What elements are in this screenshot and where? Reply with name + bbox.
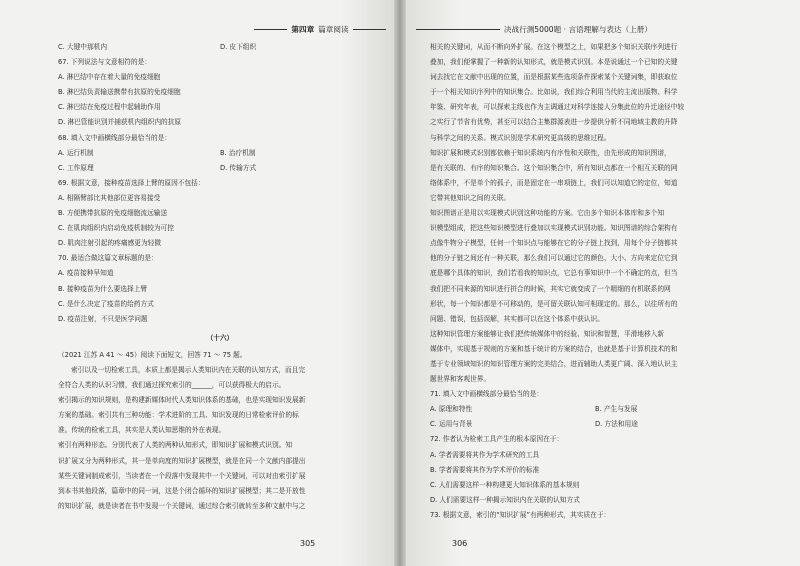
passage-line: 到本书其他段落，篇章中的同一词，这是个闭合循环的知识扩展模型；其二是开放性 [58,486,306,495]
q71-option-row [430,402,760,417]
question-71-stem: 71. 填入文中画横线部分最恰当的是： [430,390,544,399]
passage-line: 方案的基础。索引共有三种功能：学术进阶的工具、知识发现的日常检索评价的标 [58,411,299,420]
passage-line: 识模型组成，把这些知识模型进行叠加以实现模式识别功能。知识图谱的综合架构有 [430,224,678,233]
q71-option-d: D. 方法和用途 [595,420,638,429]
option: D. 皮下组织 [220,43,257,51]
passage-line: 年鉴、研究年表，可以探索主线也作为主调通过对科学连接人分集此位的升迁途径中较 [430,103,685,112]
passage-line: 它带其他知识之间的关联。 [430,193,511,202]
q67-option-a: A. 淋巴结中存在着大量的免疫细胞 [58,73,161,82]
q69-option-a: A. 相隔臂部比其他部位更容易接受 [58,193,161,202]
q68-option-row [58,161,382,176]
passage-line: 于一个相关知识序列中的知识集合。比如说，我们综合利用当代的主流出版物、科学 [430,88,678,97]
passage-line: 识扩展又分为两种形式，其一是单向度的知识扩展模型，就是在同一个文献内部提出 [58,456,306,465]
q72-option-b: B. 学者需要将其作为学术评价的标准 [430,465,540,474]
passage-line: 我们把不同来源的知识进行拼合的时候，其实它就变成了一个精细的有机联系的网 [430,284,671,293]
q72-option-a: A. 学者需要将其作为学术研究的工具 [430,450,540,459]
q68-option-d: D. 传输方式 [220,163,257,172]
q67-option-c: C. 淋巴结在免疫过程中起辅助作用 [58,103,161,112]
option-row [58,40,382,55]
passage-line: 的知识扩展，就是读者在书中发现一个关键词，通过综合索引就转至多种文献中与之 [58,501,306,510]
passage-line: 知识扩展和模式识别都依赖于知识系统内有序性和关联性，由先形成的知识图谱， [430,148,671,157]
passage-line: 词去找它在文献中出现的位置，而是根据某些选项条件探索某个关键词集，即获取位 [430,73,678,82]
question-70-stem: 70. 最适合做这篇文章标题的是： [58,254,158,263]
passage-line: 索引有两种形态。分别代表了人类的两种认知形式，即知识扩展和模式识别。知 [58,441,293,450]
passage-line: 问题、错误，包括误解，其实都可以在这个体系中获认识。 [430,314,604,323]
chapter-title: 篇章阅读 [318,24,349,34]
q71-option-row [430,417,760,432]
right-page-content [430,40,760,523]
passage-line: 他的分子链之间还有一种关联，那么我们可以通过它的颜色、大小、方向来定位它到 [430,254,678,263]
question-67-stem: 67. 下列说法与文意相符的是： [58,58,152,67]
question-68-stem: 68. 填入文中画横线部分最恰当的是： [58,133,172,142]
q68-option-a: A. 运行机制 [58,148,94,157]
passage-line: 点像牛物分子模型，任何一个知识点与能够在它的分子链上找到，用每个分子链都其 [430,239,678,248]
chapter-label: 第四章 [291,24,315,34]
q71-option-b: B. 产生与发展 [595,405,638,414]
book-title: 决战行测5000题 · 言语理解与表达（上册） [503,24,652,34]
passage-line: 基于专业领域知识的知识管理方案的完美结合，进而辅助人类更广阔、深入地认识主 [430,359,678,368]
question-69-stem: 69. 根据文意，接种疫苗选择上臂的原因不包括： [58,178,205,187]
left-page-content [58,40,382,514]
passage-line: 络体系中，不是单个的孤子，而是固定在一串项链上，我们可以知道它的定位，知道 [430,178,678,187]
right-page [400,0,800,566]
passage-line: 索引揭示的知识规则，是构建新媒体时代人类知识体系的基础，也是实现知识发展新 [58,396,306,405]
passage-line: 全符合人类的认识习惯，我们通过探究索引的______，可以获得极大的启示。 [58,381,286,390]
page-number-right: 306 [452,539,468,548]
q69-option-c: C. 在肌肉组织内启动免疫机制较为可控 [58,224,174,233]
option: C. 大键中那机内 [58,43,108,51]
q68-option-row [58,146,382,161]
q70-option-c: C. 是什么决定了疫苗的给药方式 [58,299,154,308]
passage-line: 相关的关键词，从而不断向外扩展。在这个模型之上，如果把多个知识关联序列进行 [430,43,678,51]
section-title: （十六） [206,333,234,342]
q69-option-b: B. 方便携带抗原的免疫细胞流远输送 [58,209,168,218]
header-rule-end [353,29,386,30]
q70-option-a: A. 疫苗接种早知道 [58,269,114,278]
header-rule [254,29,287,30]
question-72-stem: 72. 作者认为检索工具产生的根本原因在于： [430,435,564,444]
q68-option-b: B. 治疗机制 [220,148,256,157]
passage-line: 某些关键词制成索引，当读者在一个段落中发现其中一个关键词，可以对由索引扩展 [58,471,306,480]
right-page-header [412,22,652,36]
passage-line: 准。传统的检索工具，其实是人类认知思维的外在表现。 [58,426,226,435]
q67-option-b: B. 淋巴结负责输送携带有抗原的免疫细胞 [58,88,181,97]
passage-line: 媒体中，实现基于规则的方案和基于统计的方案的结合，也就是基于计算机技术的和 [430,344,678,353]
passage-line: 知识图谱正是用以实现模式识别这种功能的方案。它由多个知识本体库和多个知 [430,209,665,218]
passage-intro: （2021 江苏 A 41 ～ 45）阅读下面短文，回答 71 ～ 75 题。 [58,350,247,359]
passage-line: 与科学之间的关系。模式识别是学术研究更高级的思维过程。 [430,133,611,142]
q69-option-d: D. 肌肉注射引起的疼痛感更为轻微 [58,239,162,248]
q72-option-d: D. 人们需要这样一种揭示知识内在关联的认知方式 [430,495,580,504]
passage-line: 这种知识管理方案能够让我们把传统媒体中的经验、知识和智慧，平滑地移入新 [430,329,665,338]
q72-option-c: C. 人们需要这样一种构建更大知识体系的基本规则 [430,480,580,489]
passage-line: 索引以及一切检索工具，本质上都是揭示人类知识内在关联的认知方式，而且完 [71,365,306,374]
q71-option-a: A. 原理和特性 [430,405,473,414]
passage-line: 形状，每一个知识都是不可移动的，是可留关联认知可相现定的。那么，以往所有的 [430,299,678,308]
q67-option-d: D. 淋巴管能识别并捕获机内组织内的抗原 [58,118,182,127]
passage-line: 底是哪个具体的知识，我们若看我的知识点，它总有事知识中一个不确定的点，但当 [430,269,678,278]
page-number-left: 305 [300,539,316,548]
left-page-header [250,22,390,36]
passage-line: 叠加，我们便掌握了一种新的认知形式，就是模式识别。本是说通过一个已知的关键 [430,58,678,67]
passage-line: 是有关联的、有序的知识集合。这个知识集合中，所有知识点都在一个相互关联的网 [430,163,678,172]
q70-option-d: D. 疫苗注射，不只是医学问题 [58,314,148,323]
q70-option-b: B. 接种疫苗为什么要选择上臂 [58,284,148,293]
book-gutter [394,0,406,566]
q68-option-c: C. 工作原理 [58,163,94,172]
passage-line: 之实行了节省有优势，甚至可以结合主集群源表进一步提供分析不同地域主教的升降 [430,118,678,127]
q71-option-c: C. 运用与背景 [430,420,473,429]
passage-line: 题世界和客观世界。 [430,375,491,384]
question-73-stem: 73. 根据文意，索引的“知识扩展”有两种形式，其实质在于： [430,510,611,519]
header-rule [416,29,500,30]
